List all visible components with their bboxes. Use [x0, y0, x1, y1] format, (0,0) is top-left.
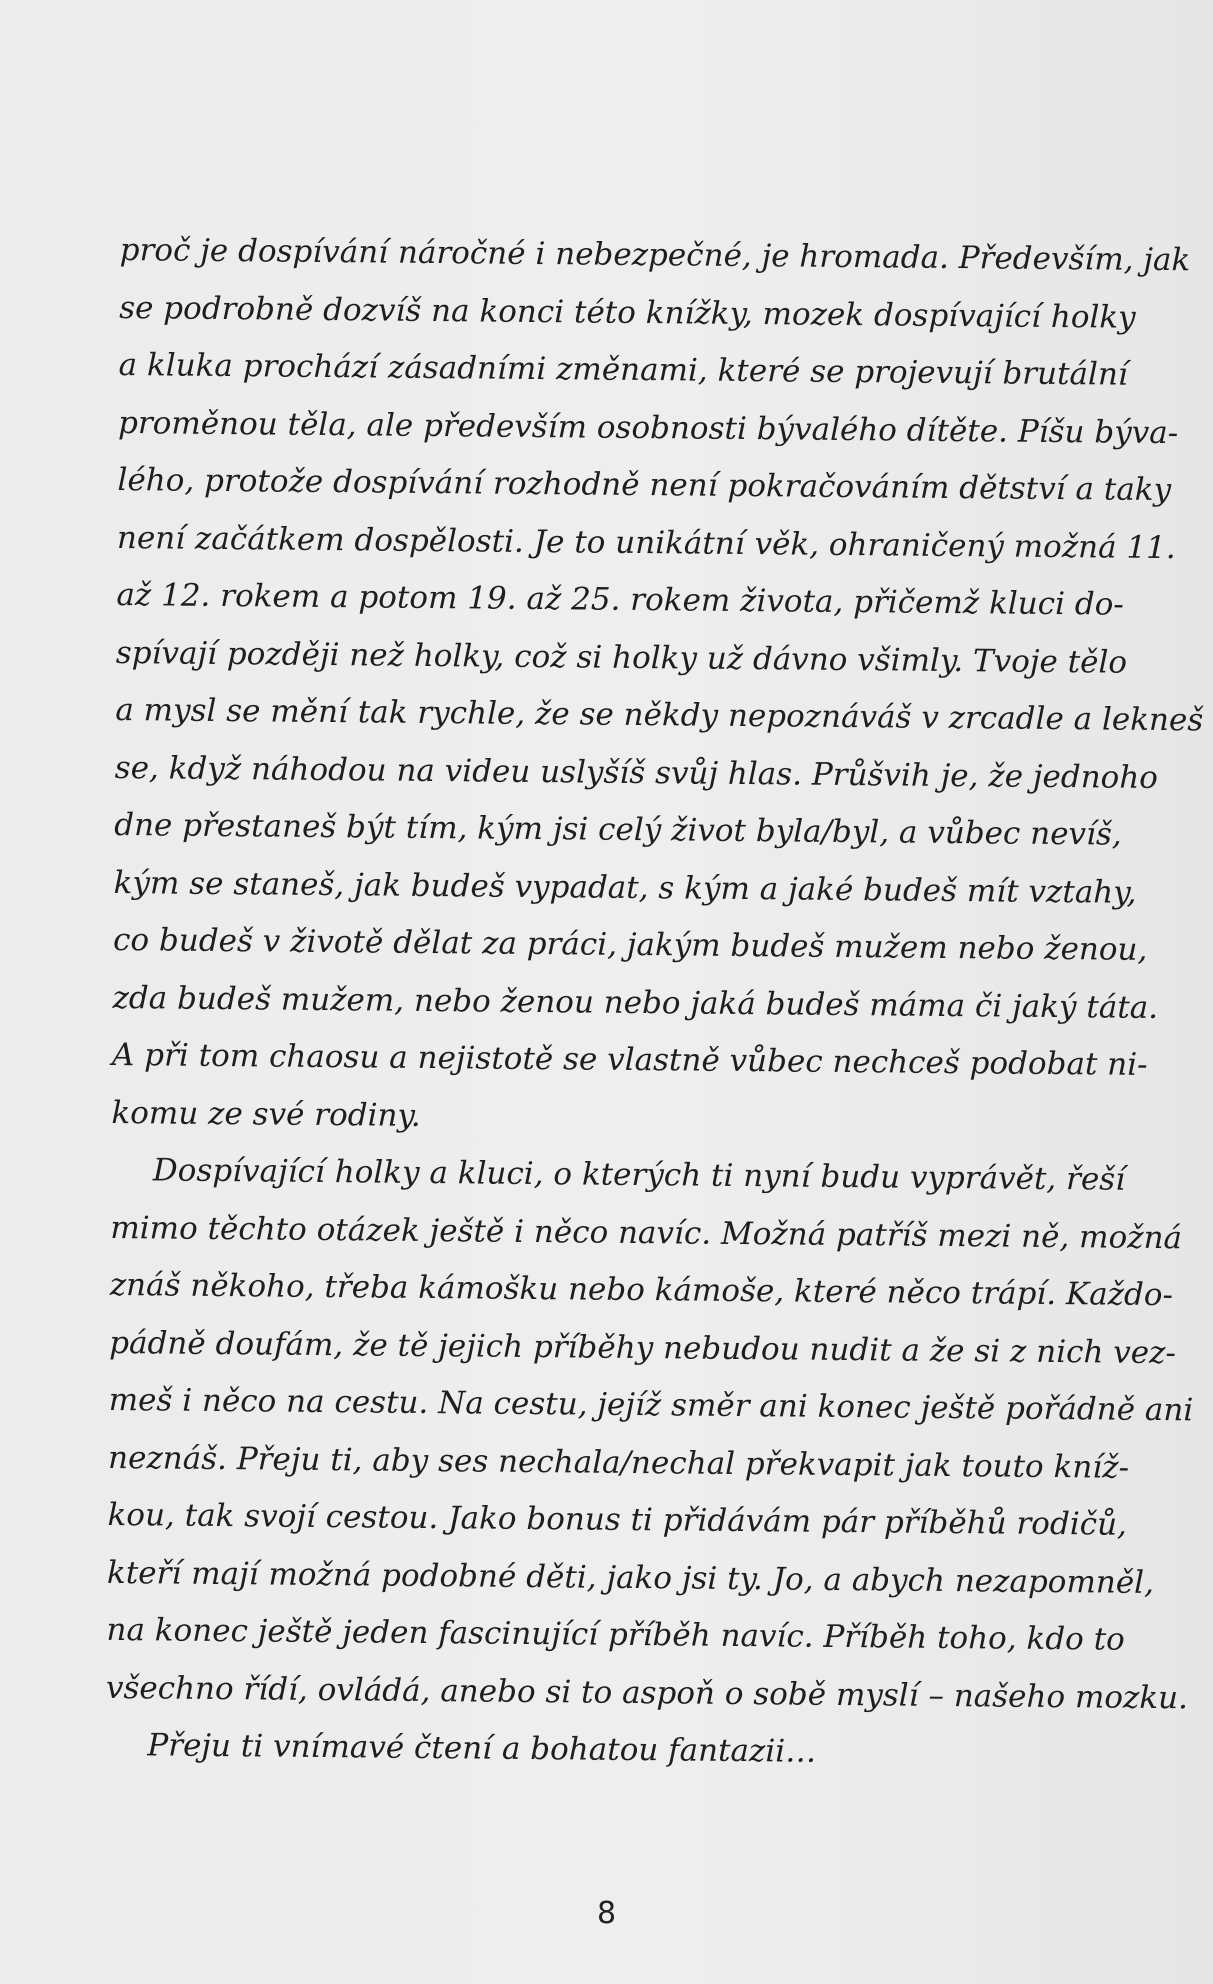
paragraph-2: [105, 1142, 1194, 1727]
text-line: kou, tak svojí cestou. Jako bonus ti přidávám pár příběhů rodičů,: [107, 1496, 1128, 1543]
text-line: kteří mají možná podobné děti, jako jsi ty. Jo, a abych nezapomněl,: [106, 1554, 1155, 1601]
paragraph-3: [105, 1717, 1146, 1784]
text-line: všechno řídí, ovládá, anebo si to aspoň o sobě myslí – našeho mozku.: [105, 1669, 1189, 1716]
text-line: A při tom chaosu a nejistotě se vlastně vůbec nechceš podobat ni-: [111, 1036, 1148, 1083]
text-line: co budeš v životě dělat za práci, jakým budeš mužem nebo ženou,: [112, 921, 1148, 968]
text-line: zda budeš mužem, nebo ženou nebo jaká budeš máma či jaký táta.: [112, 979, 1159, 1026]
text-line: lého, protože dospívání rozhodně není pokračováním dětství a taky: [117, 461, 1172, 509]
text-line: komu ze své rodiny.: [111, 1094, 421, 1134]
text-line: pádně doufám, že tě jejich příběhy nebudou nudit a že si z nich vez-: [109, 1324, 1177, 1371]
text-line: není začátkem dospělosti. Je to unikátní věk, ohraničený možná 11.: [116, 519, 1176, 566]
text-line: mimo těchto otázek ještě i něco navíc. Možná patříš mezi ně, možná: [110, 1209, 1183, 1256]
text-line: dne přestaneš být tím, kým jsi celý život byla/byl, a vůbec nevíš,: [114, 806, 1122, 853]
text-line: meš i něco na cestu. Na cestu, jejíž směr ani konec ještě pořádně ani: [108, 1381, 1194, 1429]
text-line: spívají později než holky, což si holky už dávno všimly. Tvoje tělo: [115, 634, 1128, 681]
text-line: se podrobně dozvíš na konci této knížky, mozek dospívající holky: [119, 289, 1136, 336]
text-line: proměnou těla, ale především osobnosti bývalého dítěte. Píšu býva-: [117, 404, 1179, 451]
page-number: 8: [596, 1896, 617, 1931]
text-line: neznáš. Přeju ti, aby ses nechala/nechal překvapit jak touto kníž-: [107, 1439, 1130, 1486]
text-line: Dospívající holky a kluci, o kterých ti nyní budu vyprávět, řeší: [152, 1152, 1126, 1198]
body-text: [105, 222, 1204, 1784]
paragraph-1: [111, 222, 1204, 1152]
text-line: až 12. rokem a potom 19. až 25. rokem života, přičemž kluci do-: [116, 576, 1125, 623]
text-line: znáš někoho, třeba kámošku nebo kámoše, které něco trápí. Každo-: [109, 1266, 1174, 1314]
text-line: se, když náhodou na videu uslyšíš svůj hlas. Průšvih je, že jednoho: [114, 749, 1159, 796]
text-line: a mysl se mění tak rychle, že se někdy nepoznáváš v zrcadle a lekneš: [115, 691, 1204, 739]
text-line: na konec ještě jeden fascinující příběh navíc. Příběh toho, kdo to: [106, 1611, 1125, 1658]
text-line: kým se staneš, jak budeš vypadat, s kým a jaké budeš mít vztahy,: [113, 864, 1137, 911]
text-line: proč je dospívání náročné i nebezpečné, je hromada. Především, jak: [119, 231, 1191, 279]
text-line: Přeju ti vnímavé čtení a bohatou fantazii…: [147, 1727, 817, 1770]
text-line: a kluka prochází zásadními změnami, které se projevují brutální: [118, 346, 1128, 393]
